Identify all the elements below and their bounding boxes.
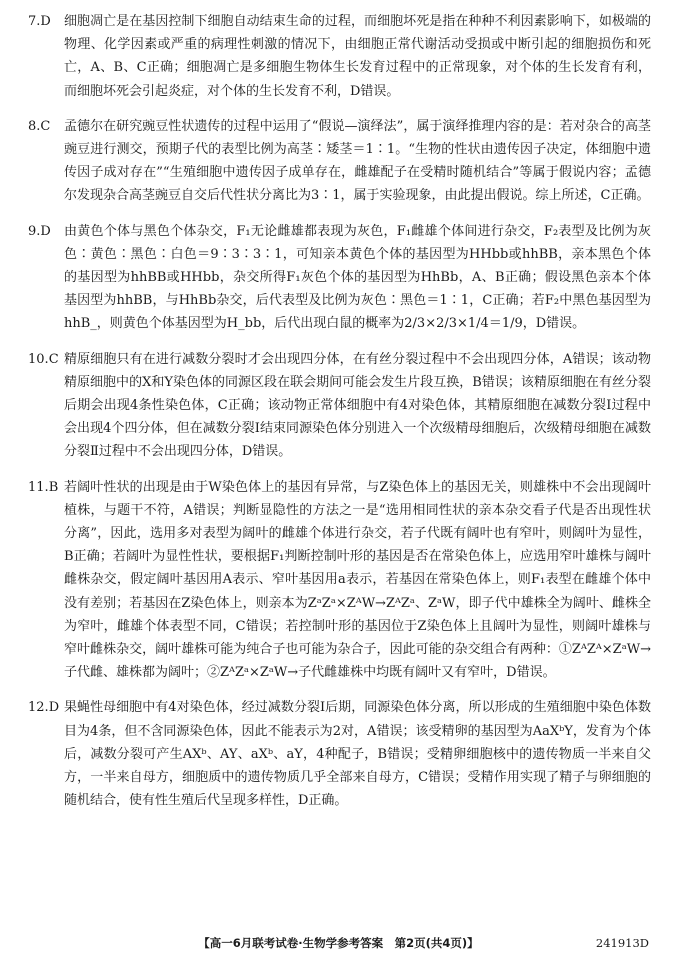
answer-item-11 — [26, 476, 651, 685]
item-number: 11.B — [28, 479, 59, 495]
answer-item-9 — [26, 220, 651, 336]
item-explanation: 由黄色个体与黑色个体杂交，F₁无论雌雄都表现为灰色，F₁雌雄个体间进行杂交，F₂表型及比例为灰色∶黄色∶黑色∶白色＝9∶3∶3∶1，可知亲本黄色个体的基因型为HHbb或hhBB，亲本黑色个体的基因型为hhBB或HHbb，杂交所得F₁灰色个体的基因型为HhBb，A、B正确；假设黑色亲本个体基因型为hhBB，与HhBb杂交，后代表型及比例为灰色∶黑色＝1∶1，C正确；若F₂中黑色基因型为hhB_，则黄色个体基因型为H_bb，后代出现白鼠的概率为2/3×2/3×1/4＝1/9，D错误。 — [64, 223, 651, 332]
answer-item-10 — [26, 348, 651, 464]
item-number: 9.D — [28, 223, 51, 239]
answer-item-8 — [26, 115, 651, 208]
item-explanation: 孟德尔在研究豌豆性状遗传的过程中运用了“假说—演绎法”，属于演绎推理内容的是：若对杂合的高茎豌豆进行测交，预期子代的表型比例为高茎∶矮茎＝1∶1。“生物的性状由遗传因子决定，体细胞中遗传因子成对存在”“生殖细胞中遗传因子成单存在，雌雄配子在受精时随机结合”等属于假说内容；孟德尔发现杂合高茎豌豆自交后代性状分离比为3∶1，属于实验现象，由此提出假说。综上所述，C正确。 — [64, 118, 651, 204]
item-number: 10.C — [28, 351, 59, 367]
answer-item-12 — [26, 696, 651, 812]
answer-item-7 — [26, 10, 651, 103]
document-code: 241913D — [595, 936, 649, 950]
item-number: 7.D — [28, 14, 51, 29]
item-number: 12.D — [28, 700, 60, 716]
item-explanation: 果蝇性母细胞中有4对染色体，经过减数分裂Ⅰ后期，同源染色体分离，所以形成的生殖细胞中染色体数目为4条，但不含同源染色体，因此不能表示为2对，A错误；该受精卵的基因型为AaXᵇY，发育为个体后，减数分裂可产生AXᵇ、AY、aXᵇ、aY，4种配子，B错误；受精卵细胞核中的遗传物质一半来自父方，一半来自母方，细胞质中的遗传物质几乎全部来自母方，C错误；受精作用实现了精子与卵细胞的随机结合，使有性生殖后代呈现多样性，D正确。 — [64, 700, 651, 809]
footer-title: 【高一6月联考试卷·生物学参考答案 第2页(共4页)】 — [198, 936, 479, 950]
item-explanation: 细胞凋亡是在基因控制下细胞自动结束生命的过程，而细胞坏死是指在种种不利因素影响下，如极端的物理、化学因素或严重的病理性刺激的情况下，由细胞正常代谢活动受损或中断引起的细胞损伤和死亡，A、B、C正确；细胞凋亡是多细胞生物体生长发育过程中的正常现象，对个体的生长发育有利，而细胞坏死会引起炎症，对个体的生长发育不利，D错误。 — [64, 14, 651, 99]
item-explanation: 精原细胞只有在进行减数分裂时才会出现四分体，在有丝分裂过程中不会出现四分体，A错误；该动物精原细胞中的X和Y染色体的同源区段在联会期间可能会发生片段互换，B错误；该精原细胞在有丝分裂后期会出现4条性染色体，C正确；该动物正常体细胞中有4对染色体，其精原细胞在减数分裂Ⅰ过程中会出现4个四分体，但在减数分裂Ⅰ结束同源染色体分别进入一个次级精母细胞后，次级精母细胞在减数分裂Ⅱ过程中不会出现四分体，D错误。 — [64, 351, 651, 460]
item-number: 8.C — [28, 118, 51, 134]
item-explanation: 若阔叶性状的出现是由于W染色体上的基因有异常，与Z染色体上的基因无关，则雄株中不会出现阔叶植株，与题干不符，A错误；判断显隐性的方法之一是“选用相同性状的亲本杂交看子代是否出现性状分离”，因此，选用多对表型为阔叶的雌雄个体进行杂交，若子代既有阔叶也有窄叶，则阔叶为显性，B正确；若阔叶为显性性状，要根据F₁判断控制叶形的基因是否在常染色体上，应选用窄叶雄株与阔叶雌株杂交，假定阔叶基因用A表示、窄叶基因用a表示，若基因在常染色体上，则F₁表型在雌雄个体中没有差别；若基因在Z染色体上，则亲本为ZᵃZᵃ×ZᴬW→ZᴬZᵃ、ZᵃW，即子代中雄株全为阔叶、雌株全为窄叶，雌雄个体表型不同，C错误；若控制叶形的基因位于Z染色体上且阔叶为显性，则阔叶雄株与窄叶雌株杂交，阔叶雄株可能为纯合子也可能为杂合子，因此可能的杂交组合有两种：①ZᴬZᴬ×ZᵃW→子代雌、雄株都为阔叶；②ZᴬZᵃ×ZᵃW→子代雌雄株中均既有阔叶又有窄叶，D错误。 — [64, 479, 651, 681]
